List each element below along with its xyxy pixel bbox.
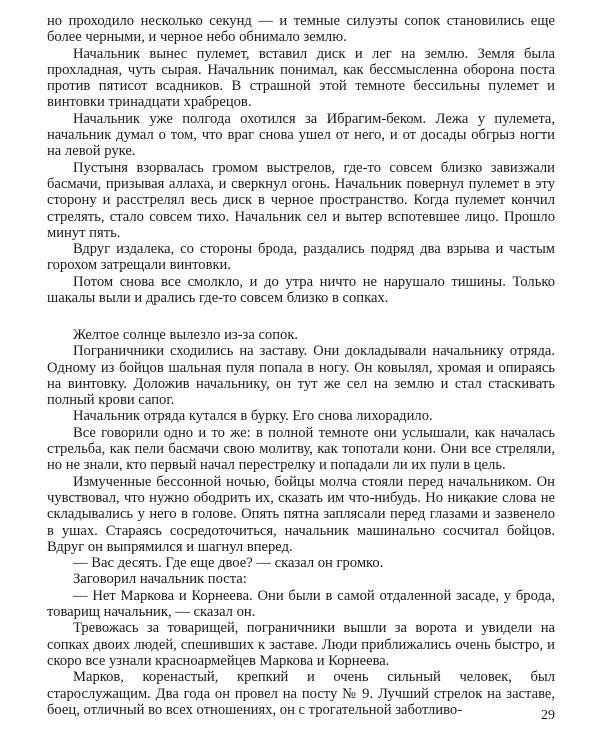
paragraph: Начальник вынес пулемет, вставил диск и лег на землю. Земля была прохладная, чуть сырая. Начальник понимал, как бессмысленна оборона поста против пятисот всадников. В страшной этой темноте бессильны пулемет и винтовки тринадцати храбрецов. bbox=[47, 45, 555, 111]
paragraph: Начальник уже полгода охотился за Ибрагим-беком. Лежа у пулемета, начальник думал о том, что враг снова ушел от него, и от досады обгрыз ногти на левой руке. bbox=[47, 110, 555, 160]
paragraph: Начальник отряда кутался в бурку. Его снова лихорадило. bbox=[73, 408, 433, 425]
page-number: 29 bbox=[541, 708, 555, 723]
paragraph: Потом снова все смолкло, и до утра ничто не нарушало тишины. Только шакалы выли и дрались где-то совсем близко в сопках. bbox=[47, 273, 555, 307]
paragraph: Измученные бессонной ночью, бойцы молча стояли перед начальником. Он чувствовал, что нужно ободрить их, сказать им что-нибудь. Но никакие слова не складывались у него в голове. Опять пятна заплясали перед глазами и зазвенело в ушах. Стараясь сосредоточиться, начальник машинально сосчитал бойцов. Вдруг он выпрямился и шагнул вперед. bbox=[47, 473, 555, 555]
paragraph: Все говорили одно и то же: в полной темноте они услышали, как началась стрельба, как пели басмачи свою молитву, как топотали кони. Они все стреляли, но не знали, кто первый начал перестрелку и попадали ли их пули в цель. bbox=[47, 424, 555, 474]
paragraph: Заговорил начальник поста: bbox=[73, 571, 247, 588]
paragraph: Пустыня взорвалась громом выстрелов, где-то совсем близко завизжали басмачи, призывая аллаха, и сверкнул огонь. Начальник повернул пулемет в эту сторону и расстрелял весь диск в черное пространство. Когда пулемет кончил стрелять, стало совсем тихо. Начальник сел и вытер вспотевшее лицо. Прошло минут пять. bbox=[47, 159, 555, 241]
paragraph: Тревожась за товарищей, пограничники вышли за ворота и увидели на сопках двоих людей, спешивших к заставе. Люди приближались очень быстро, и скоро все узнали красноармейцев Маркова и Корнеева. bbox=[47, 620, 555, 669]
text-section-night bbox=[47, 13, 555, 306]
paragraph: Желтое солнце вылезло из-за сопок. bbox=[73, 327, 299, 343]
paragraph: Марков, коренастый, крепкий и очень сильный человек, был старослужащим. Два года он провел на посту № 9. Лучший стрелок на заставе, боец, отличный во всех отношениях, он с трогательной заботливо- bbox=[47, 669, 555, 718]
paragraph: Пограничники сходились на заставу. Они докладывали начальнику отряда. Одному из бойцов шальная пуля попала в ногу. Он ковылял, хромая и опираясь на винтовку. Доложив начальнику, он тут же сел на землю и стал стаскивать полный крови сапог. bbox=[47, 343, 555, 409]
dialogue-line: — Нет Маркова и Корнеева. Они были в самой отдаленной засаде, у брода, товарищ начальник, — сказал он. bbox=[47, 587, 555, 621]
paragraph: Вдруг издалека, со стороны брода, раздались подряд два взрыва и частым горохом затрещали винтовки. bbox=[47, 241, 555, 274]
paragraph: но проходило несколько секунд — и темные силуэты сопок становились еще более черными, и черное небо обнимало землю. bbox=[47, 13, 555, 46]
dialogue-line: — Вас десять. Где еще двое? — сказал он громко. bbox=[73, 555, 384, 572]
text-section-morning bbox=[47, 327, 555, 718]
